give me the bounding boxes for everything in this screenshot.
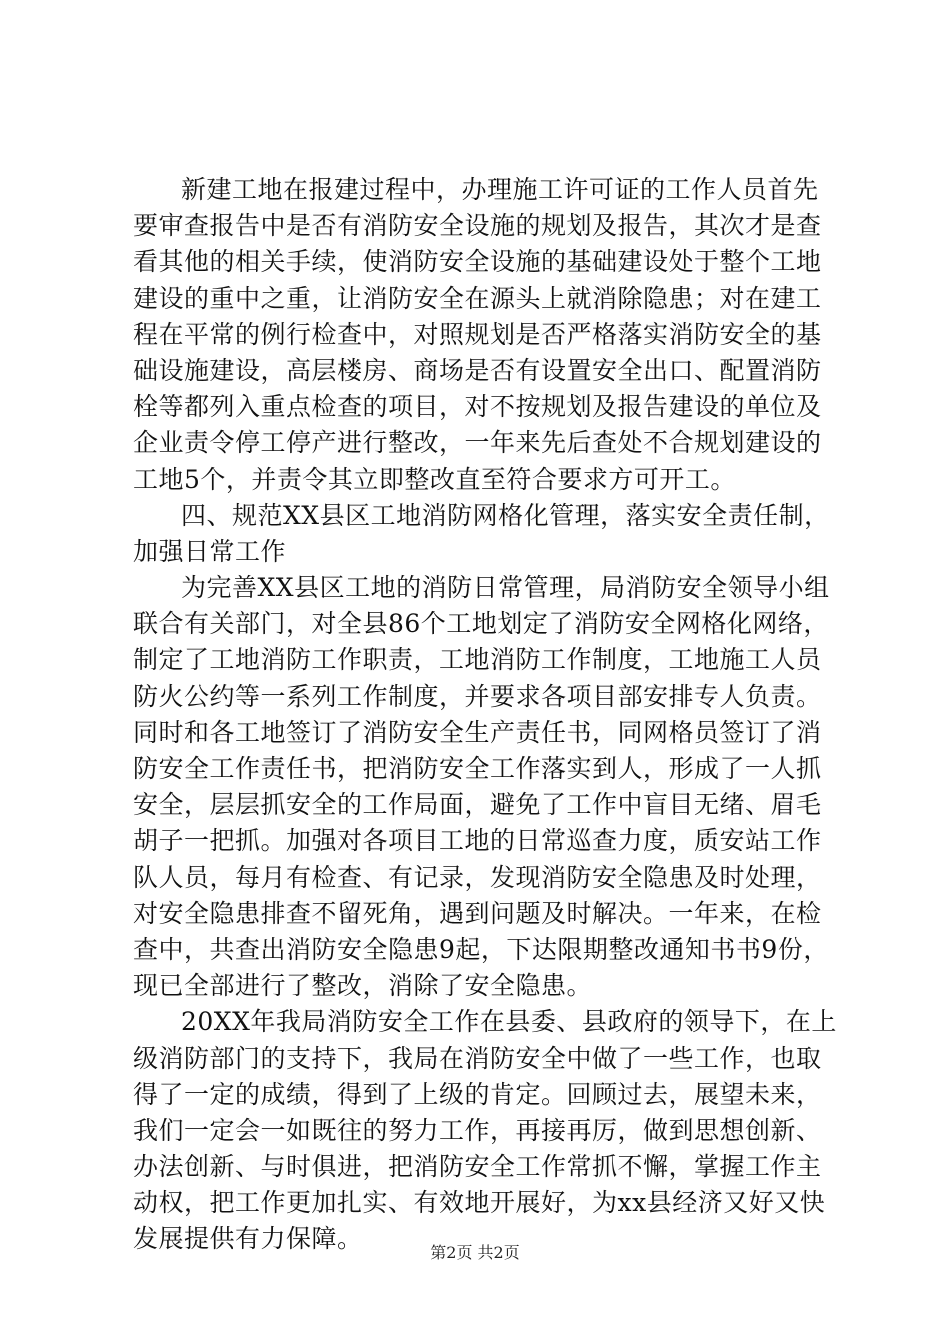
document-body: [133, 172, 837, 1258]
paragraph-line: 20XX年我局消防安全工作在县委、县政府的领导下，在上: [181, 1007, 837, 1037]
paragraph-line: 为完善XX县区工地的消防日常管理，局消防安全领导小组: [181, 573, 830, 603]
paragraph-line: 安全，层层抓安全的工作局面，避免了工作中盲目无绪、眉毛: [133, 790, 822, 820]
paragraph-line: 新建工地在报建过程中，办理施工许可证的工作人员首先: [181, 175, 819, 204]
paragraph-line: 我们一定会一如既往的努力工作，再接再厉，做到思想创新、: [133, 1115, 822, 1145]
paragraph-line: 胡子一把抓。加强对各项目工地的日常巡查力度，质安站工作: [133, 826, 822, 856]
paragraph-line: 企业责令停工停产进行整改，一年来先后查处不合规划建设的: [133, 428, 822, 458]
paragraph-line: 联合有关部门，对全县86个工地划定了消防安全网格化网络，: [133, 609, 829, 639]
paragraph-line: 要审查报告中是否有消防安全设施的规划及报告，其次才是查: [133, 211, 822, 241]
section-heading-line: 加强日常工作: [133, 536, 287, 566]
paragraph-line: 对安全隐患排查不留死角，遇到问题及时解决。一年来，在检: [133, 898, 822, 928]
paragraph-line: 制定了工地消防工作职责，工地消防工作制度，工地施工人员: [133, 645, 822, 675]
paragraph-line: 查中，共查出消防安全隐患9起，下达限期整改通知书书9份，: [133, 934, 829, 964]
paragraph-line: 办法创新、与时俱进，把消防安全工作常抓不懈，掌握工作主: [133, 1152, 822, 1182]
paragraph-line: 动权，把工作更加扎实、有效地开展好，为xx县经济又好又快: [133, 1188, 826, 1218]
paragraph-line: 防火公约等一系列工作制度，并要求各项目部安排专人负责。: [133, 681, 822, 711]
paragraph-line: 现已全部进行了整改，消除了安全隐患。: [133, 971, 593, 1001]
paragraph-line: 发展提供有力保障。: [133, 1224, 363, 1254]
paragraph-line: 建设的重中之重，让消防安全在源头上就消除隐患；对在建工: [133, 283, 822, 313]
paragraph-line: 栓等都列入重点检查的项目，对不按规划及报告建设的单位及: [133, 392, 822, 422]
paragraph-line: 础设施建设，高层楼房、商场是否有设置安全出口、配置消防: [133, 355, 822, 385]
paragraph-line: 防安全工作责任书，把消防安全工作落实到人，形成了一人抓: [133, 754, 822, 783]
paragraph-line: 得了一定的成绩，得到了上级的肯定。回顾过去，展望未来，: [133, 1079, 822, 1109]
paragraph-line: 看其他的相关手续，使消防安全设施的基础建设处于整个工地: [133, 247, 822, 277]
paragraph-line: 程在平常的例行检查中，对照规划是否严格落实消防安全的基: [133, 319, 822, 349]
section-heading-line: 四、规范XX县区工地消防网格化管理，落实安全责任制，: [181, 500, 830, 530]
paragraph-line: 工地5个，并责令其立即整改直至符合要求方可开工。: [133, 464, 736, 494]
paragraph-line: 队人员，每月有检查、有记录，发现消防安全隐患及时处理，: [133, 862, 822, 892]
paragraph-line: 级消防部门的支持下，我局在消防安全中做了一些工作，也取: [133, 1043, 822, 1073]
page-number-footer: 第2页 共2页: [430, 1243, 520, 1262]
paragraph-line: 同时和各工地签订了消防安全生产责任书，同网格员签订了消: [133, 717, 822, 747]
